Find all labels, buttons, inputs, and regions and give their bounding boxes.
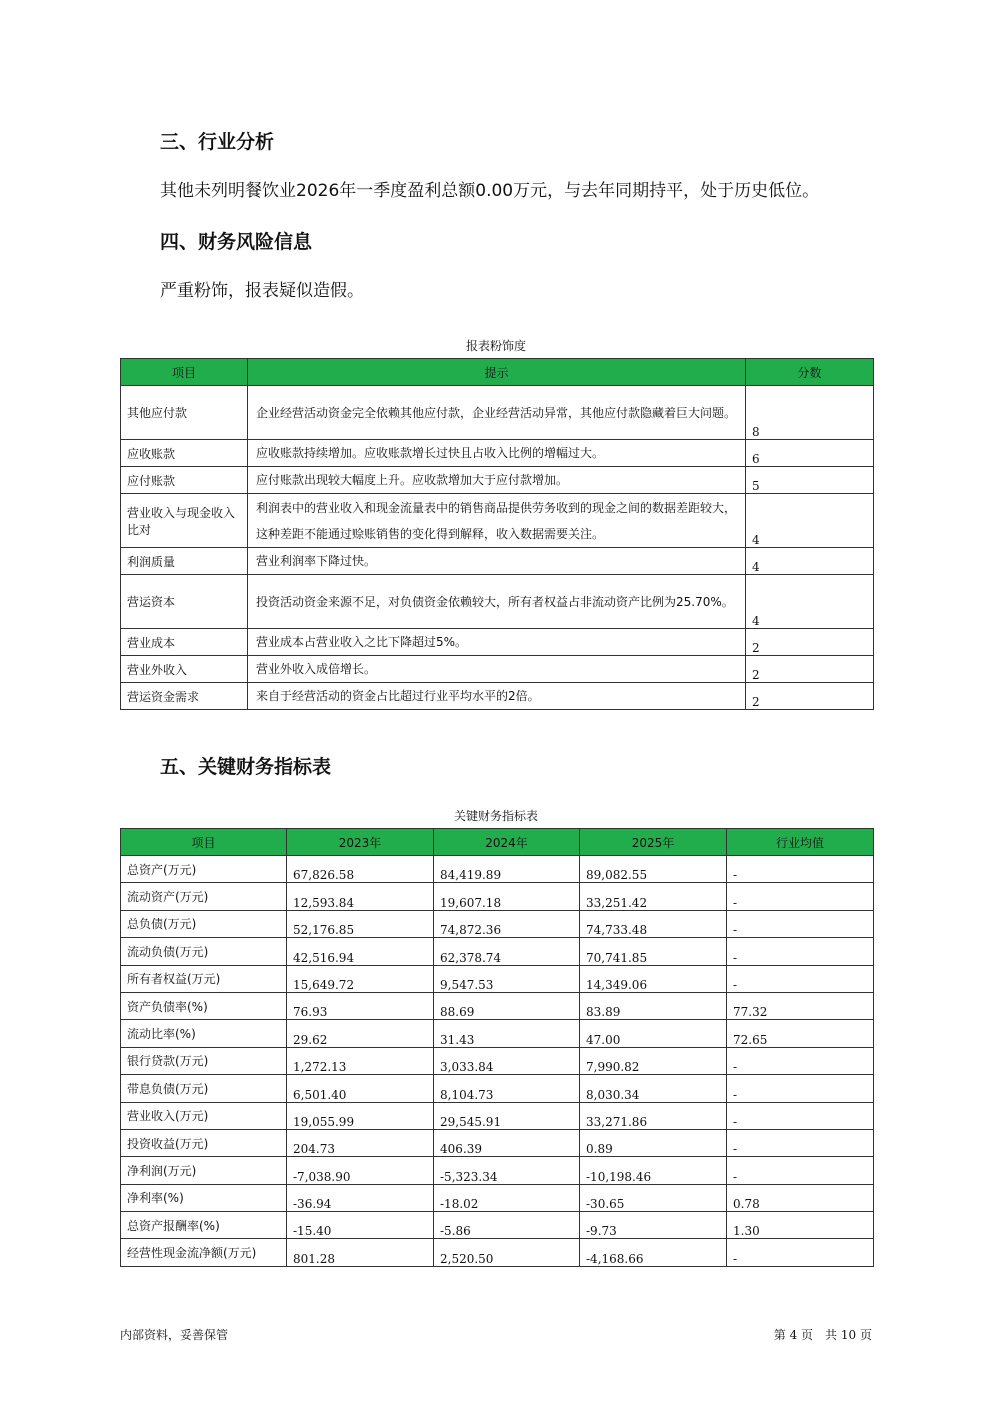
fin-value-avg: 72.65 bbox=[727, 1020, 874, 1047]
fin-row bbox=[121, 1129, 874, 1156]
risk-score: 5 bbox=[746, 467, 874, 494]
fin-value-2025: 74,733.48 bbox=[580, 910, 727, 937]
fin-value-2023: 204.73 bbox=[287, 1129, 434, 1156]
fin-value-2024: 2,520.50 bbox=[434, 1239, 580, 1266]
fin-header-item: 项目 bbox=[121, 829, 287, 856]
fin-value-2025: -10,198.46 bbox=[580, 1157, 727, 1184]
fin-value-2023: 52,176.85 bbox=[287, 910, 434, 937]
risk-text: 严重粉饰，报表疑似造假。 bbox=[160, 281, 364, 301]
fin-item: 总负债(万元) bbox=[121, 910, 287, 937]
fin-value-2024: -5,323.34 bbox=[434, 1157, 580, 1184]
risk-score: 4 bbox=[746, 575, 874, 629]
fin-row bbox=[121, 1239, 874, 1266]
risk-hint: 营业外收入成倍增长。 bbox=[248, 656, 746, 683]
page-indicator bbox=[774, 1326, 872, 1343]
fin-value-avg: - bbox=[727, 856, 874, 883]
footer-note: 内部资料，妥善保管 bbox=[120, 1328, 229, 1342]
risk-row bbox=[121, 548, 874, 575]
risk-hint: 营业利润率下降过快。 bbox=[248, 548, 746, 575]
fin-table bbox=[120, 828, 874, 1267]
risk-score: 2 bbox=[746, 683, 874, 710]
fin-header-2025: 2025年 bbox=[580, 829, 727, 856]
fin-value-avg: - bbox=[727, 1157, 874, 1184]
fin-item: 投资收益(万元) bbox=[121, 1129, 287, 1156]
risk-row bbox=[121, 467, 874, 494]
fin-value-2025: -4,168.66 bbox=[580, 1239, 727, 1266]
risk-item: 利润质量 bbox=[121, 548, 248, 575]
risk-row bbox=[121, 494, 874, 548]
fin-item: 所有者权益(万元) bbox=[121, 965, 287, 992]
fin-value-2023: 76.93 bbox=[287, 992, 434, 1019]
risk-row bbox=[121, 575, 874, 629]
fin-row bbox=[121, 1020, 874, 1047]
page-prefix: 第 bbox=[773, 1328, 786, 1342]
fin-value-2023: 29.62 bbox=[287, 1020, 434, 1047]
fin-row bbox=[121, 1212, 874, 1239]
risk-score: 8 bbox=[746, 386, 874, 440]
risk-header-item: 项目 bbox=[121, 359, 248, 386]
fin-value-2025: 8,030.34 bbox=[580, 1075, 727, 1102]
fin-value-2025: 47.00 bbox=[580, 1020, 727, 1047]
page-mid: 页 共 bbox=[801, 1328, 838, 1342]
fin-value-2024: 8,104.73 bbox=[434, 1075, 580, 1102]
fin-item: 净利润(万元) bbox=[121, 1157, 287, 1184]
risk-item: 营运资本 bbox=[121, 575, 248, 629]
fin-value-2023: -7,038.90 bbox=[287, 1157, 434, 1184]
fin-value-2023: 42,516.94 bbox=[287, 938, 434, 965]
section-heading-indicators: 五、关键财务指标表 bbox=[160, 756, 332, 778]
risk-row bbox=[121, 656, 874, 683]
fin-row bbox=[121, 1075, 874, 1102]
risk-hint: 应收账款持续增加。应收账款增长过快且占收入比例的增幅过大。 bbox=[248, 440, 746, 467]
fin-value-2023: 12,593.84 bbox=[287, 883, 434, 910]
risk-item: 营业收入与现金收入比对 bbox=[121, 494, 248, 548]
risk-hint: 利润表中的营业收入和现金流量表中的销售商品提供劳务收到的现金之间的数据差距较大，这种差距不能通过赊账销售的变化得到解释，收入数据需要关注。 bbox=[248, 494, 746, 548]
fin-row bbox=[121, 883, 874, 910]
fin-row bbox=[121, 1157, 874, 1184]
risk-hint: 营业成本占营业收入之比下降超过5%。 bbox=[248, 629, 746, 656]
fin-item: 流动负债(万元) bbox=[121, 938, 287, 965]
page-number: 4 bbox=[789, 1328, 798, 1342]
fin-value-2024: 88.69 bbox=[434, 992, 580, 1019]
fin-value-2025: -30.65 bbox=[580, 1184, 727, 1211]
risk-item: 营运资金需求 bbox=[121, 683, 248, 710]
fin-row bbox=[121, 910, 874, 937]
risk-header-hint: 提示 bbox=[248, 359, 746, 386]
fin-value-2025: 14,349.06 bbox=[580, 965, 727, 992]
page-total: 10 bbox=[840, 1328, 857, 1342]
fin-value-2024: -5.86 bbox=[434, 1212, 580, 1239]
fin-row bbox=[121, 1184, 874, 1211]
risk-row bbox=[121, 629, 874, 656]
fin-item: 营业收入(万元) bbox=[121, 1102, 287, 1129]
risk-header-score: 分数 bbox=[746, 359, 874, 386]
fin-value-2023: 67,826.58 bbox=[287, 856, 434, 883]
fin-value-2025: 0.89 bbox=[580, 1129, 727, 1156]
risk-hint: 投资活动资金来源不足，对负债资金依赖较大，所有者权益占非流动资产比例为25.70%。 bbox=[248, 575, 746, 629]
fin-value-2023: 6,501.40 bbox=[287, 1075, 434, 1102]
risk-score: 4 bbox=[746, 494, 874, 548]
fin-value-2025: 7,990.82 bbox=[580, 1047, 727, 1074]
fin-value-avg: - bbox=[727, 1239, 874, 1266]
fin-table-caption: 关键财务指标表 bbox=[453, 809, 538, 823]
fin-row bbox=[121, 1047, 874, 1074]
fin-item: 流动比率(%) bbox=[121, 1020, 287, 1047]
fin-item: 银行贷款(万元) bbox=[121, 1047, 287, 1074]
fin-value-avg: - bbox=[727, 938, 874, 965]
fin-value-2024: 29,545.91 bbox=[434, 1102, 580, 1129]
fin-value-2024: 62,378.74 bbox=[434, 938, 580, 965]
risk-score: 2 bbox=[746, 656, 874, 683]
fin-value-2023: 15,649.72 bbox=[287, 965, 434, 992]
fin-row bbox=[121, 1102, 874, 1129]
fin-value-2024: 31.43 bbox=[434, 1020, 580, 1047]
fin-value-2025: 89,082.55 bbox=[580, 856, 727, 883]
fin-value-2024: 19,607.18 bbox=[434, 883, 580, 910]
fin-value-avg: - bbox=[727, 1075, 874, 1102]
fin-item: 经营性现金流净额(万元) bbox=[121, 1239, 287, 1266]
risk-hint: 企业经营活动资金完全依赖其他应付款，企业经营活动异常，其他应付款隐藏着巨大问题。 bbox=[248, 386, 746, 440]
fin-value-2025: 33,271.86 bbox=[580, 1102, 727, 1129]
risk-table-caption: 报表粉饰度 bbox=[465, 339, 526, 353]
fin-item: 流动资产(万元) bbox=[121, 883, 287, 910]
risk-item: 其他应付款 bbox=[121, 386, 248, 440]
fin-value-2024: 74,872.36 bbox=[434, 910, 580, 937]
fin-value-avg: - bbox=[727, 965, 874, 992]
section-heading-industry: 三、行业分析 bbox=[160, 131, 275, 153]
fin-value-2023: -36.94 bbox=[287, 1184, 434, 1211]
fin-value-avg: - bbox=[727, 910, 874, 937]
risk-table-header bbox=[121, 359, 874, 386]
risk-score: 4 bbox=[746, 548, 874, 575]
fin-value-2024: 3,033.84 bbox=[434, 1047, 580, 1074]
fin-header-2024: 2024年 bbox=[434, 829, 580, 856]
fin-value-2023: 1,272.13 bbox=[287, 1047, 434, 1074]
risk-score: 6 bbox=[746, 440, 874, 467]
fin-item: 资产负债率(%) bbox=[121, 992, 287, 1019]
fin-row bbox=[121, 938, 874, 965]
fin-value-2024: 9,547.53 bbox=[434, 965, 580, 992]
fin-table-header bbox=[121, 829, 874, 856]
risk-table bbox=[120, 358, 874, 710]
fin-value-2025: -9.73 bbox=[580, 1212, 727, 1239]
fin-value-2023: 801.28 bbox=[287, 1239, 434, 1266]
fin-value-avg: - bbox=[727, 1129, 874, 1156]
fin-header-2023: 2023年 bbox=[287, 829, 434, 856]
risk-row bbox=[121, 683, 874, 710]
risk-row bbox=[121, 440, 874, 467]
risk-item: 营业外收入 bbox=[121, 656, 248, 683]
fin-value-2025: 70,741.85 bbox=[580, 938, 727, 965]
fin-item: 总资产(万元) bbox=[121, 856, 287, 883]
risk-item: 营业成本 bbox=[121, 629, 248, 656]
risk-item: 应收账款 bbox=[121, 440, 248, 467]
fin-value-2023: 19,055.99 bbox=[287, 1102, 434, 1129]
fin-value-avg: - bbox=[727, 883, 874, 910]
risk-item: 应付账款 bbox=[121, 467, 248, 494]
fin-value-2024: 84,419.89 bbox=[434, 856, 580, 883]
fin-value-avg: 1.30 bbox=[727, 1212, 874, 1239]
fin-value-avg: - bbox=[727, 1102, 874, 1129]
fin-value-avg: 0.78 bbox=[727, 1184, 874, 1211]
risk-score: 2 bbox=[746, 629, 874, 656]
fin-row bbox=[121, 992, 874, 1019]
fin-row bbox=[121, 856, 874, 883]
page-suffix: 页 bbox=[859, 1328, 872, 1342]
fin-header-avg: 行业均值 bbox=[727, 829, 874, 856]
risk-hint: 来自于经营活动的资金占比超过行业平均水平的2倍。 bbox=[248, 683, 746, 710]
fin-item: 带息负债(万元) bbox=[121, 1075, 287, 1102]
fin-value-2024: 406.39 bbox=[434, 1129, 580, 1156]
risk-hint: 应付账款出现较大幅度上升。应收款增加大于应付款增加。 bbox=[248, 467, 746, 494]
fin-value-2025: 33,251.42 bbox=[580, 883, 727, 910]
fin-item: 总资产报酬率(%) bbox=[121, 1212, 287, 1239]
industry-text: 其他未列明餐饮业2026年一季度盈利总额0.00万元，与去年同期持平，处于历史低位。 bbox=[160, 181, 820, 201]
fin-value-avg: 77.32 bbox=[727, 992, 874, 1019]
fin-value-2024: -18.02 bbox=[434, 1184, 580, 1211]
fin-value-avg: - bbox=[727, 1047, 874, 1074]
fin-value-2025: 83.89 bbox=[580, 992, 727, 1019]
risk-row bbox=[121, 386, 874, 440]
fin-value-2023: -15.40 bbox=[287, 1212, 434, 1239]
fin-row bbox=[121, 965, 874, 992]
fin-item: 净利率(%) bbox=[121, 1184, 287, 1211]
section-heading-risk: 四、财务风险信息 bbox=[160, 231, 313, 253]
